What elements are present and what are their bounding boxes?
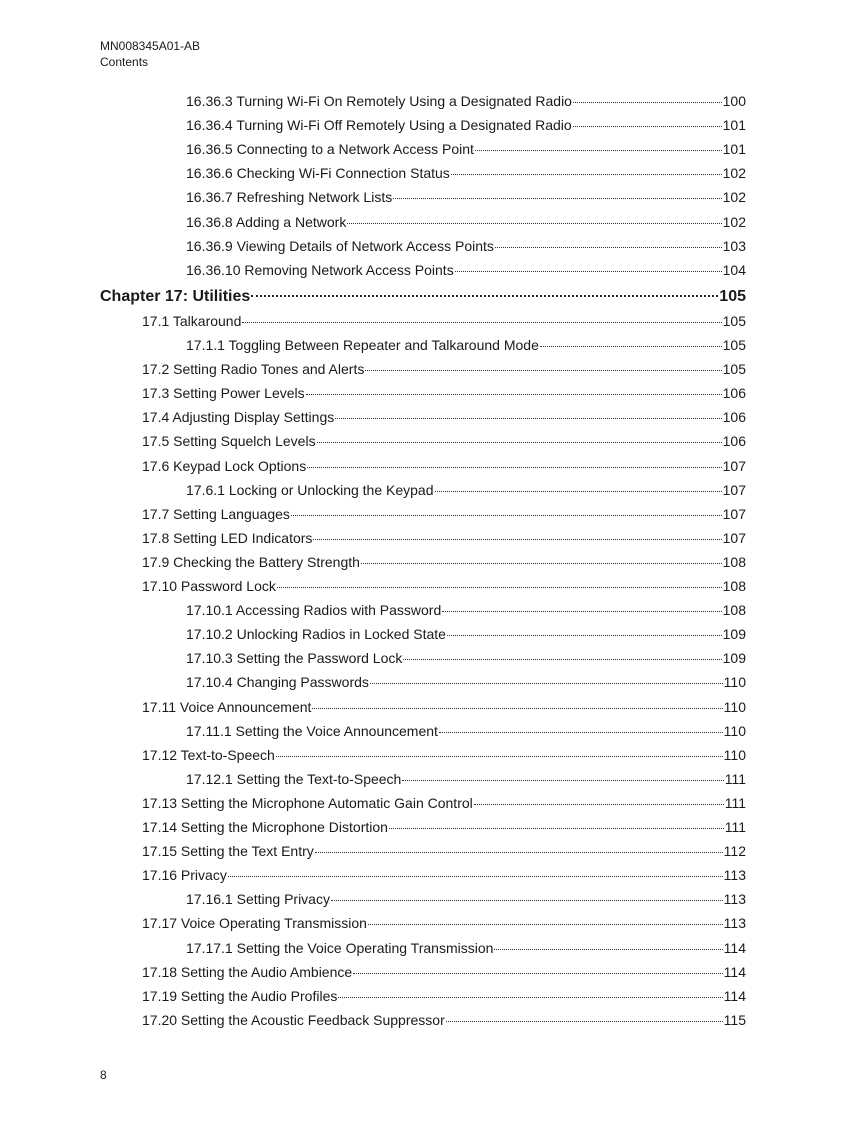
toc-entry[interactable] — [142, 793, 746, 813]
toc-entry-page: 110 — [723, 698, 746, 715]
dot-leader — [368, 924, 723, 925]
toc-entry-title: 17.4 Adjusting Display Settings — [142, 409, 335, 426]
toc-entry-title: 17.9 Checking the Battery Strength — [142, 553, 360, 570]
dot-leader — [495, 247, 722, 248]
toc-entry-title: 17.10.2 Unlocking Radios in Locked State — [186, 626, 446, 643]
toc-entry[interactable] — [186, 480, 746, 500]
toc-entry-title: 17.11 Voice Announcement — [142, 698, 312, 715]
toc-entry-title: 17.6.1 Locking or Unlocking the Keypad — [186, 481, 434, 498]
toc-entry-title: 17.3 Setting Power Levels — [142, 385, 305, 402]
toc-entry[interactable] — [142, 697, 746, 717]
toc-entry[interactable] — [142, 504, 746, 524]
dot-leader — [573, 126, 722, 127]
toc-entry[interactable] — [186, 91, 746, 111]
toc-entry[interactable] — [186, 600, 746, 620]
toc-entry[interactable] — [186, 115, 746, 135]
dot-leader — [307, 467, 721, 468]
toc-entry-page: 115 — [723, 1011, 746, 1028]
toc-entry[interactable] — [186, 163, 746, 183]
toc-entry-title: 16.36.5 Connecting to a Network Access Point — [186, 141, 474, 158]
toc-entry[interactable] — [186, 769, 746, 789]
toc-entry-title: 17.19 Setting the Audio Profiles — [142, 987, 338, 1004]
toc-entry[interactable] — [186, 721, 746, 741]
toc-entry[interactable] — [186, 335, 746, 355]
toc-entry-page: 112 — [723, 843, 746, 860]
toc-entry[interactable] — [186, 212, 746, 232]
dot-leader — [402, 780, 723, 781]
toc-entry[interactable] — [142, 456, 746, 476]
dot-leader — [306, 394, 722, 395]
toc-entry-title: 17.12 Text-to-Speech — [142, 746, 275, 763]
toc-entry-page: 106 — [722, 409, 746, 426]
toc-entry-title: 17.18 Setting the Audio Ambience — [142, 963, 353, 980]
toc-entry-page: 111 — [724, 794, 746, 811]
toc-entry-page: 105 — [722, 361, 746, 378]
dot-leader — [370, 683, 723, 684]
toc-entry[interactable] — [186, 648, 746, 668]
toc-entry[interactable] — [186, 260, 746, 280]
dot-leader — [315, 852, 723, 853]
toc-entry-page: 105 — [722, 312, 746, 329]
toc-entry-title: 17.11.1 Setting the Voice Announcement — [186, 722, 438, 739]
toc-chapter-entry[interactable] — [100, 286, 746, 308]
toc-entry-page: 110 — [723, 746, 746, 763]
toc-entry-title: 17.12.1 Setting the Text-to-Speech — [186, 770, 402, 787]
toc-entry-title: 16.36.6 Checking Wi-Fi Connection Status — [186, 165, 450, 182]
dot-leader — [317, 442, 722, 443]
toc-entry-page: 107 — [722, 457, 746, 474]
toc-entry[interactable] — [186, 139, 746, 159]
toc-entry-page: 108 — [722, 578, 746, 594]
toc-entry-page: 110 — [723, 722, 746, 739]
toc-entry-title: 17.17 Voice Operating Transmission — [142, 915, 367, 932]
toc-entry-page: 114 — [723, 987, 746, 1004]
toc-entry-page: 101 — [722, 141, 746, 158]
toc-entry[interactable] — [142, 576, 746, 596]
dot-leader — [276, 756, 723, 757]
dot-leader — [442, 611, 721, 612]
toc-entry[interactable] — [186, 672, 746, 692]
toc-entry[interactable] — [142, 311, 746, 331]
toc-entry[interactable] — [186, 938, 746, 958]
toc-entry-title: 17.10.1 Accessing Radios with Password — [186, 602, 442, 619]
toc-entry[interactable] — [186, 889, 746, 909]
toc-entry[interactable] — [142, 865, 746, 885]
dot-leader — [251, 295, 718, 297]
toc-entry[interactable] — [142, 841, 746, 861]
toc-entry-title: 17.8 Setting LED Indicators — [142, 529, 313, 546]
dot-leader — [393, 198, 721, 199]
toc-entry-title: 17.5 Setting Squelch Levels — [142, 433, 316, 450]
toc-entry[interactable] — [142, 359, 746, 379]
toc-entry[interactable] — [142, 528, 746, 548]
toc-entry-title: 17.10 Password Lock — [142, 578, 276, 594]
toc-entry-page: 101 — [722, 117, 746, 134]
toc-entry[interactable] — [142, 1010, 746, 1030]
toc-entry-title: 17.6 Keypad Lock Options — [142, 457, 307, 474]
toc-entry-page: 109 — [722, 650, 746, 667]
dot-leader — [403, 659, 721, 660]
dot-leader — [228, 876, 723, 877]
toc-entry-page: 104 — [722, 261, 746, 278]
toc-entry-title: 17.10.4 Changing Passwords — [186, 674, 369, 691]
dot-leader — [475, 150, 722, 151]
toc-entry-page: 108 — [722, 602, 746, 619]
toc-entry-page: 114 — [723, 963, 746, 980]
toc-entry-title: 17.15 Setting the Text Entry — [142, 843, 314, 860]
toc-entry[interactable] — [142, 913, 746, 933]
dot-leader — [242, 322, 721, 323]
toc-entry-page: 100 — [722, 93, 746, 109]
toc-entry-page: 106 — [722, 385, 746, 402]
dot-leader — [389, 828, 724, 829]
toc-entry-title: 17.16 Privacy — [142, 867, 227, 884]
toc-entry-page: 110 — [723, 674, 746, 691]
toc-entry-title: Chapter 17: Utilities — [100, 287, 251, 305]
toc-entry[interactable] — [142, 962, 746, 982]
dot-leader — [474, 804, 724, 805]
dot-leader — [353, 973, 723, 974]
toc-entry-page: 102 — [722, 165, 746, 182]
toc-entry-page: 105 — [722, 337, 746, 353]
dot-leader — [447, 635, 722, 636]
toc-entry-title: 17.13 Setting the Microphone Automatic Gain Control — [142, 794, 473, 811]
toc-entry-title: 17.20 Setting the Acoustic Feedback Suppressor — [142, 1011, 445, 1028]
toc-entry-title: 16.36.7 Refreshing Network Lists — [186, 189, 393, 206]
toc-entry-page: 106 — [722, 433, 746, 450]
dot-leader — [338, 997, 722, 998]
document-id: MN008345A01-AB — [100, 39, 201, 53]
toc-entry[interactable] — [142, 817, 746, 837]
section-title: Contents — [100, 55, 149, 69]
toc-entry[interactable] — [186, 187, 746, 207]
toc-entry[interactable] — [142, 407, 746, 427]
dot-leader — [573, 102, 722, 103]
toc-entry-title: 17.2 Setting Radio Tones and Alerts — [142, 361, 365, 378]
dot-leader — [331, 900, 723, 901]
toc-entry[interactable] — [142, 431, 746, 451]
dot-leader — [439, 732, 723, 733]
dot-leader — [347, 223, 721, 224]
dot-leader — [446, 1021, 723, 1022]
toc-entry[interactable] — [142, 552, 746, 572]
toc-entry-title: 16.36.9 Viewing Details of Network Access Points — [186, 237, 494, 254]
toc-entry-page: 113 — [723, 891, 746, 908]
toc-entry-page: 107 — [722, 505, 746, 522]
dot-leader — [540, 346, 722, 347]
toc-entry-title: 16.36.8 Adding a Network — [186, 213, 347, 230]
toc-entry-page: 107 — [722, 529, 746, 546]
toc-entry-title: 17.14 Setting the Microphone Distortion — [142, 819, 388, 835]
page-number: 8 — [100, 1068, 107, 1082]
page-header — [100, 38, 200, 70]
toc-entry-page: 102 — [722, 213, 746, 230]
dot-leader — [312, 708, 722, 709]
toc-entry[interactable] — [186, 624, 746, 644]
dot-leader — [361, 563, 722, 564]
dot-leader — [291, 515, 722, 516]
toc-entry[interactable] — [142, 986, 746, 1006]
dot-leader — [365, 370, 721, 371]
dot-leader — [451, 174, 722, 175]
toc-entry[interactable] — [186, 236, 746, 256]
dot-leader — [277, 587, 722, 588]
toc-entry-title: 17.17.1 Setting the Voice Operating Transmission — [186, 939, 494, 956]
toc-entry-title: 17.1.1 Toggling Between Repeater and Talkaround Mode — [186, 337, 539, 353]
toc-entry-page: 107 — [722, 481, 746, 498]
toc-entry-title: 17.1 Talkaround — [142, 312, 242, 329]
toc-entry-title: 17.10.3 Setting the Password Lock — [186, 650, 403, 667]
toc-entry-page: 102 — [722, 189, 746, 206]
toc-entry-page: 111 — [724, 770, 746, 787]
toc-entry-page: 113 — [723, 867, 746, 884]
toc-entry-page: 114 — [723, 939, 746, 956]
toc-entry-page: 111 — [724, 819, 746, 835]
toc-entry[interactable] — [142, 745, 746, 765]
dot-leader — [455, 271, 722, 272]
dot-leader — [494, 949, 722, 950]
toc-entry-title: 16.36.4 Turning Wi-Fi Off Remotely Using a Designated Radio — [186, 117, 572, 134]
toc-entry-page: 108 — [722, 553, 746, 570]
toc-entry-page: 103 — [722, 237, 746, 254]
dot-leader — [313, 539, 721, 540]
toc-entry-page: 109 — [722, 626, 746, 643]
toc-entry-title: 17.7 Setting Languages — [142, 505, 290, 522]
toc-entry-page: 113 — [723, 915, 746, 932]
toc-entry[interactable] — [142, 383, 746, 403]
toc-entry-title: 16.36.10 Removing Network Access Points — [186, 261, 454, 278]
toc-entry-page: 105 — [719, 287, 746, 305]
dot-leader — [435, 491, 722, 492]
dot-leader — [335, 418, 721, 419]
toc-entry-title: 17.16.1 Setting Privacy — [186, 891, 330, 908]
toc-entry-title: 16.36.3 Turning Wi-Fi On Remotely Using a Designated Radio — [186, 93, 572, 109]
